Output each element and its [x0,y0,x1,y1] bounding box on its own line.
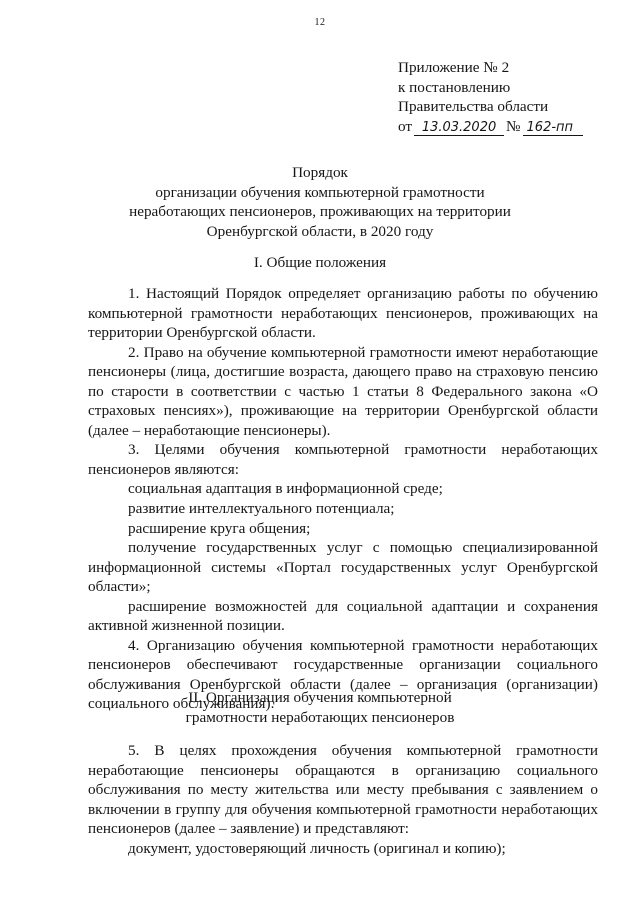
paragraph: документ, удостоверяющий личность (оригинал и копию); [128,839,506,857]
title-line: неработающих пенсионеров, проживающих на территории [129,203,511,221]
paragraph: 5. В целях прохождения обучения компьютерной грамотности неработающие пенсионеры обращаются в организацию социального обслуживания по месту жительства или месту пребывания с заявлением о включении в группу для обучения компьютерной грамотности неработающих пенсионеров (далее – заявление) и представляют: [88,742,598,838]
paragraph: 2. Право на обучение компьютерной грамотности имеют неработающие пенсионеры (лица, достигшие возраста, дающего право на страховую пенсию по старости в соответствии с частью 1 статьи 8 Федерального закона «О страховых пенсиях»), проживающие на территории Оренбургской области (далее – неработающие пенсионеры). [88,343,598,439]
paragraph: 3. Целями обучения компьютерной грамотности неработающих пенсионеров являются: [88,441,598,478]
handwritten-number: 162-пп [523,120,583,136]
document-title [0,163,640,241]
section-organization-body [88,741,598,858]
paragraph: развитие интеллектуального потенциала; [128,500,395,518]
page-number: 12 [314,17,326,28]
section-heading-organization [0,688,640,727]
section-heading-line: грамотности неработающих пенсионеров [185,708,455,726]
number-label: № [506,117,521,135]
paragraph: 1. Настоящий Порядок определяет организацию работы по обучению компьютерной грамотности неработающих пенсионеров, проживающих на территории Оренбургской области. [88,285,598,342]
from-label: от [398,117,413,135]
paragraph: социальная адаптация в информационной среде; [128,480,443,498]
appendix-title: Приложение № 2 [398,59,510,76]
section-heading-general: I. Общие положения [253,254,387,271]
title-line: Оренбургской области, в 2020 году [206,222,434,240]
section-general-body [88,284,598,714]
appendix-date-line [398,117,585,137]
paragraph: получение государственных услуг с помощью специализированной информационной системы «Портал государственных услуг Оренбургской области»; [88,539,598,596]
paragraph: расширение круга общения; [128,519,311,537]
title-line: Порядок [292,164,348,181]
appendix-government-label: Правительства области [398,98,549,115]
paragraph: расширение возможностей для социальной адаптации и сохранения активной жизненной позиции. [88,597,598,635]
paragraph: 4. Организацию обучения компьютерной грамотности неработающих пенсионеров обеспечивают государственные организации социального обслуживания Оренбургской области (далее – организация (организации) социального обслуживания). [88,636,598,713]
appendix-resolution-label: к постановлению [398,78,511,96]
handwritten-date: 13.03.2020 [414,120,504,136]
appendix-block [398,58,585,136]
section-heading-line: II. Организация обучения компьютерной [188,689,452,706]
title-line: организации обучения компьютерной грамотности [155,183,485,201]
